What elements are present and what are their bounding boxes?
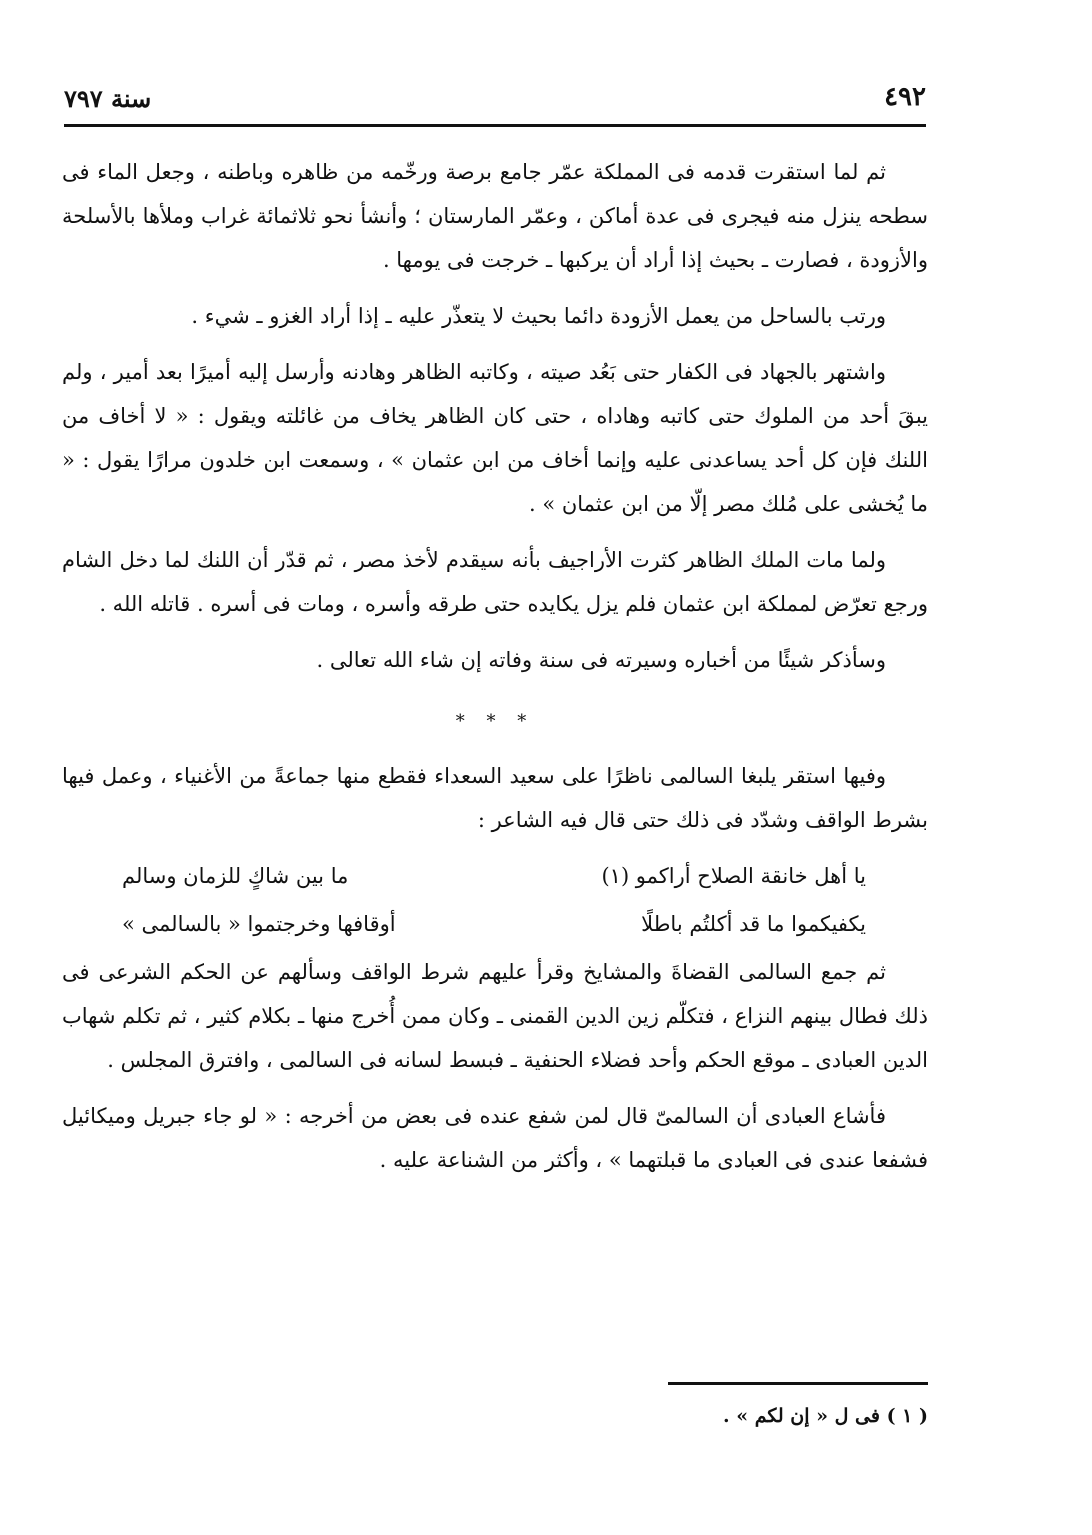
verse-line-2 xyxy=(62,902,928,946)
paragraph-1: ثم لما استقرت قدمه فى المملكة عمّر جامع برصة ورخّمه من ظاهره وباطنه ، وجعل الماء فى سطحه ينزل منه فيجرى فى عدة أماكن ، وعمّر المارستان ؛ وأنشأ نحو ثلاثمائة غراب وملأها بالأسلحة والأزودة ، فصارت ـ بحيث إذا أراد أن يركبها ـ خرجت فى يومها . xyxy=(62,160,928,272)
paragraph-8: فأشاع العبادى أن السالمىّ قال لمن شفع عنده فى بعض من أخرجه : « لو جاء جبريل وميكائيل فشفعا عندى فى العبادى ما قبلتهما » ، وأكثر من الشناعة عليه . xyxy=(62,1104,928,1172)
page-header xyxy=(64,78,926,122)
paragraph-6: وفيها استقر يلبغا السالمى ناظرًا على سعيد السعداء فقطع منها جماعةً من الأغنياء ، وعمل فيها بشرط الواقف وشدّد فى ذلك حتى قال فيه الشاعر : xyxy=(62,764,928,832)
paragraph-5: وسأذكر شيئًا من أخباره وسيرته فى سنة وفاته إن شاء الله تعالى . xyxy=(316,648,886,672)
header-rule xyxy=(64,124,926,127)
verse-1-first-hemistich: يا أهل خانقة الصلاح أراكمو (١) xyxy=(601,864,866,888)
footnote-rule xyxy=(668,1382,928,1385)
paragraph-7: ثم جمع السالمى القضاةَ والمشايخ وقرأ عليهم شرط الواقف وسألهم عن الحكم الشرعى فى ذلك فطال بينهم النزاع ، فتكلّم زين الدين القمنى ـ وكان ممن أُخرج منها ـ بكلام كثير ، ثم تكلم شهاب الدين العبادى ـ موقع الحكم وأحد فضلاء الحنفية ـ فبسط لسانه فى السالمى ، وافترق المجلس . xyxy=(62,960,928,1072)
paragraph-3: واشتهر بالجهاد فى الكفار حتى بَعُد صيته ، وكاتبه الظاهر وهادنه وأرسل إليه أميرًا بعد أمير ، ولم يبقَ أحد من الملوك حتى كاتبه وهاداه ، حتى كان الظاهر يخاف من غائلته ويقول : « لا أخاف من اللنك فإن كل أحد يساعدنى عليه وإنما أخاف من ابن عثمان » ، وسمعت ابن خلدون مرارًا يقول : « ما يُخشى على مُلك مصر إلّا من ابن عثمان » . xyxy=(62,360,928,516)
verse-line-1 xyxy=(62,854,928,898)
verse-2-first-hemistich: يكفيكموا ما قد أكلتُم باطلًا xyxy=(641,912,866,936)
verse-2-second-hemistich: أوقافها وخرجتموا « بالسالمى » xyxy=(122,912,396,936)
page-number: ٤٩٢ xyxy=(884,82,926,112)
paragraph-4: ولما مات الملك الظاهر كثرت الأراجيف بأنه سيقدم لأخذ مصر ، ثم قدّر أن اللنك لما دخل الشام ورجع تعرّض لمملكة ابن عثمان فلم يزل يكايده حتى طرقه وأسره ، ومات فى أسره . قاتله الله . xyxy=(62,548,928,616)
verse-1-second-hemistich: ما بين شاكٍ للزمان وسالم xyxy=(122,864,349,888)
footnote: ( ١ ) فى ل « إن لكم » . xyxy=(723,1405,928,1427)
paragraph-2: ورتب بالساحل من يعمل الأزودة دائما بحيث لا يتعذّر عليه ـ إذا أراد الغزو ـ شيء . xyxy=(191,304,886,328)
main-text xyxy=(62,150,928,1194)
running-title: سنة ٧٩٧ xyxy=(64,84,152,113)
section-separator: * * * xyxy=(455,711,535,732)
